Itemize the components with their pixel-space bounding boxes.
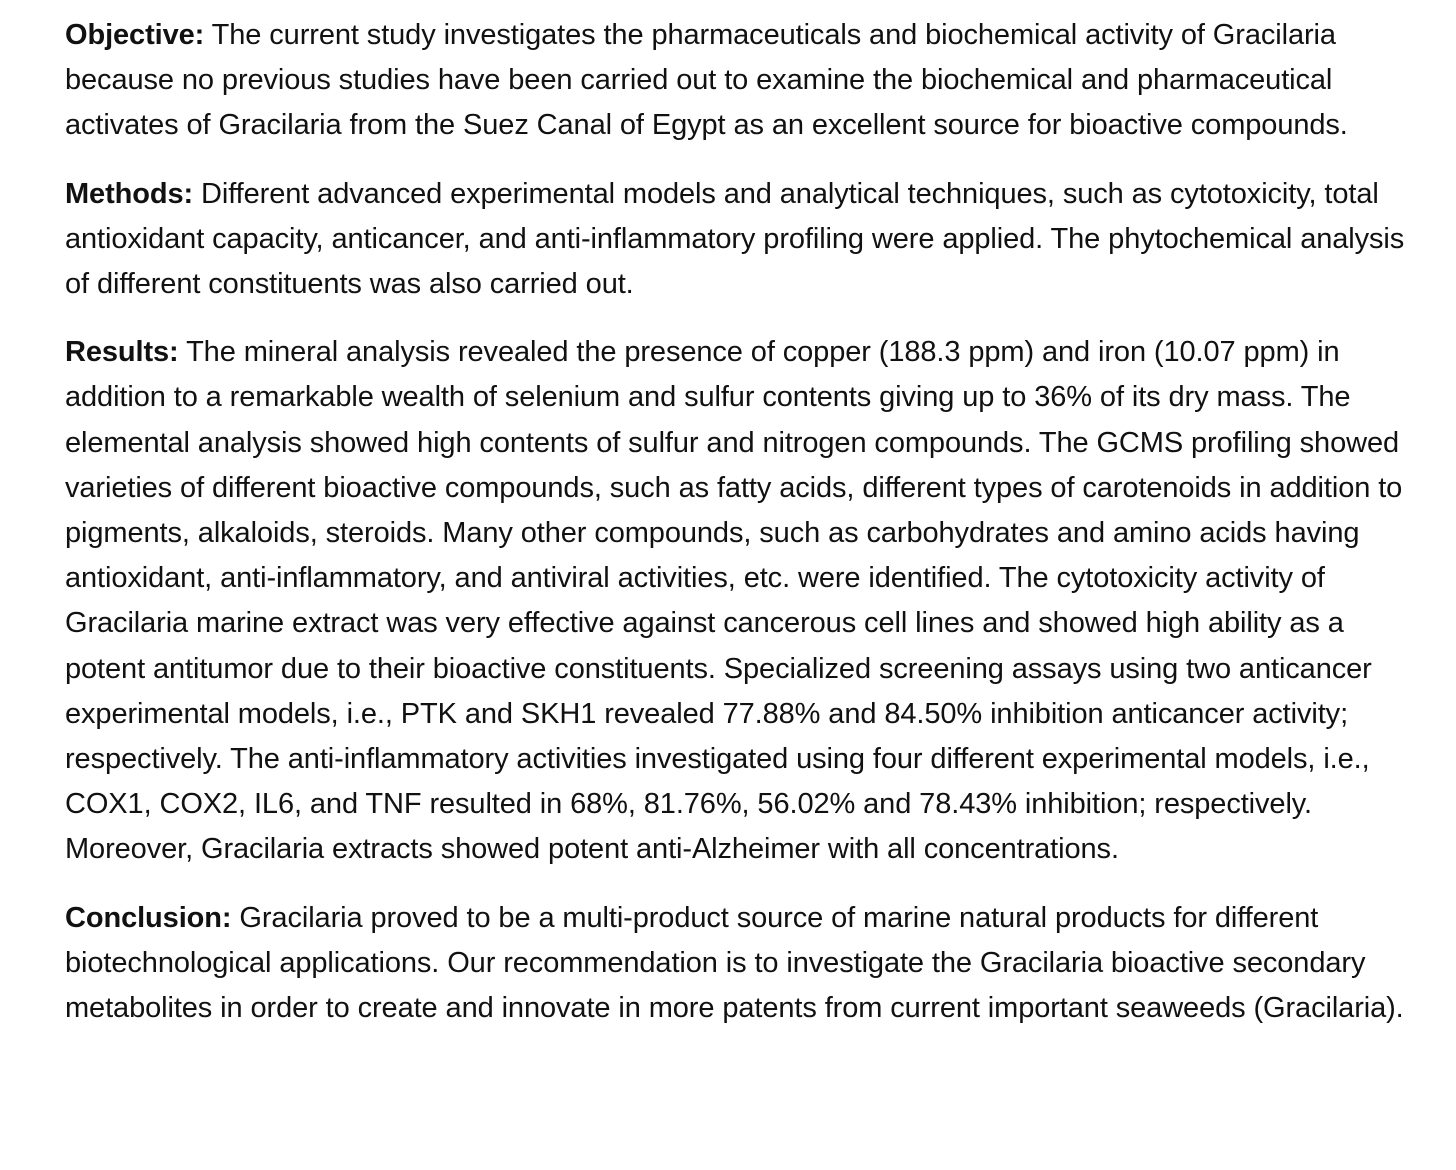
objective-text: The current study investigates the pharmaceuticals and biochemical activity of Gracilaria because no previous studies have been carried out to examine the biochemical and pharmaceutical activates of Gracilaria from the Suez Canal of Egypt as an excellent source for bioactive compounds. (65, 19, 1348, 142)
results-label: Results: (65, 336, 179, 369)
objective-paragraph (65, 13, 1416, 149)
results-text: The mineral analysis revealed the presence of copper (188.3 ppm) and iron (10.07 ppm) in addition to a remarkable wealth of selenium and sulfur contents giving up to 36% of its dry mass. The elemental analysis showed high contents of sulfur and nitrogen compounds. The GCMS profiling showed varieties of different bioactive compounds, such as fatty acids, different types of carotenoids in addition to pigments, alkaloids, steroids. Many other compounds, such as carbohydrates and amino acids having antioxidant, anti-inflammatory, and antiviral activities, etc. were identified. The cytotoxicity activity of Gracilaria marine extract was very effective against cancerous cell lines and showed high ability as a potent antitumor due to their bioactive constituents. Specialized screening assays using two anticancer experimental models, i.e., PTK and SKH1 revealed 77.88% and 84.50% inhibition anticancer activity; respectively. The anti-inflammatory activities investigated using four different experimental models, i.e., COX1, COX2, IL6, and TNF resulted in 68%, 81.76%, 56.02% and 78.43% inhibition; respectively. Moreover, Gracilaria extracts showed potent anti-Alzheimer with all concentrations. (65, 336, 1403, 866)
results-paragraph (65, 330, 1416, 872)
methods-text: Different advanced experimental models and analytical techniques, such as cytotoxicity, total antioxidant capacity, anticancer, and anti-inflammatory profiling were applied. The phytochemical analysis of different constituents was also carried out. (65, 177, 1405, 301)
methods-paragraph (65, 172, 1416, 308)
conclusion-label: Conclusion: (65, 901, 232, 934)
objective-label: Objective: (65, 19, 205, 51)
conclusion-paragraph (65, 896, 1416, 1032)
conclusion-text: Gracilaria proved to be a multi-product source of marine natural products for different biotechnological applications. Our recommendation is to investigate the Gracilaria bioactive secondary metabolites in order to create and innovate in more patents from current important seaweeds (Gracilaria). (65, 901, 1404, 1025)
methods-label: Methods: (65, 177, 194, 210)
